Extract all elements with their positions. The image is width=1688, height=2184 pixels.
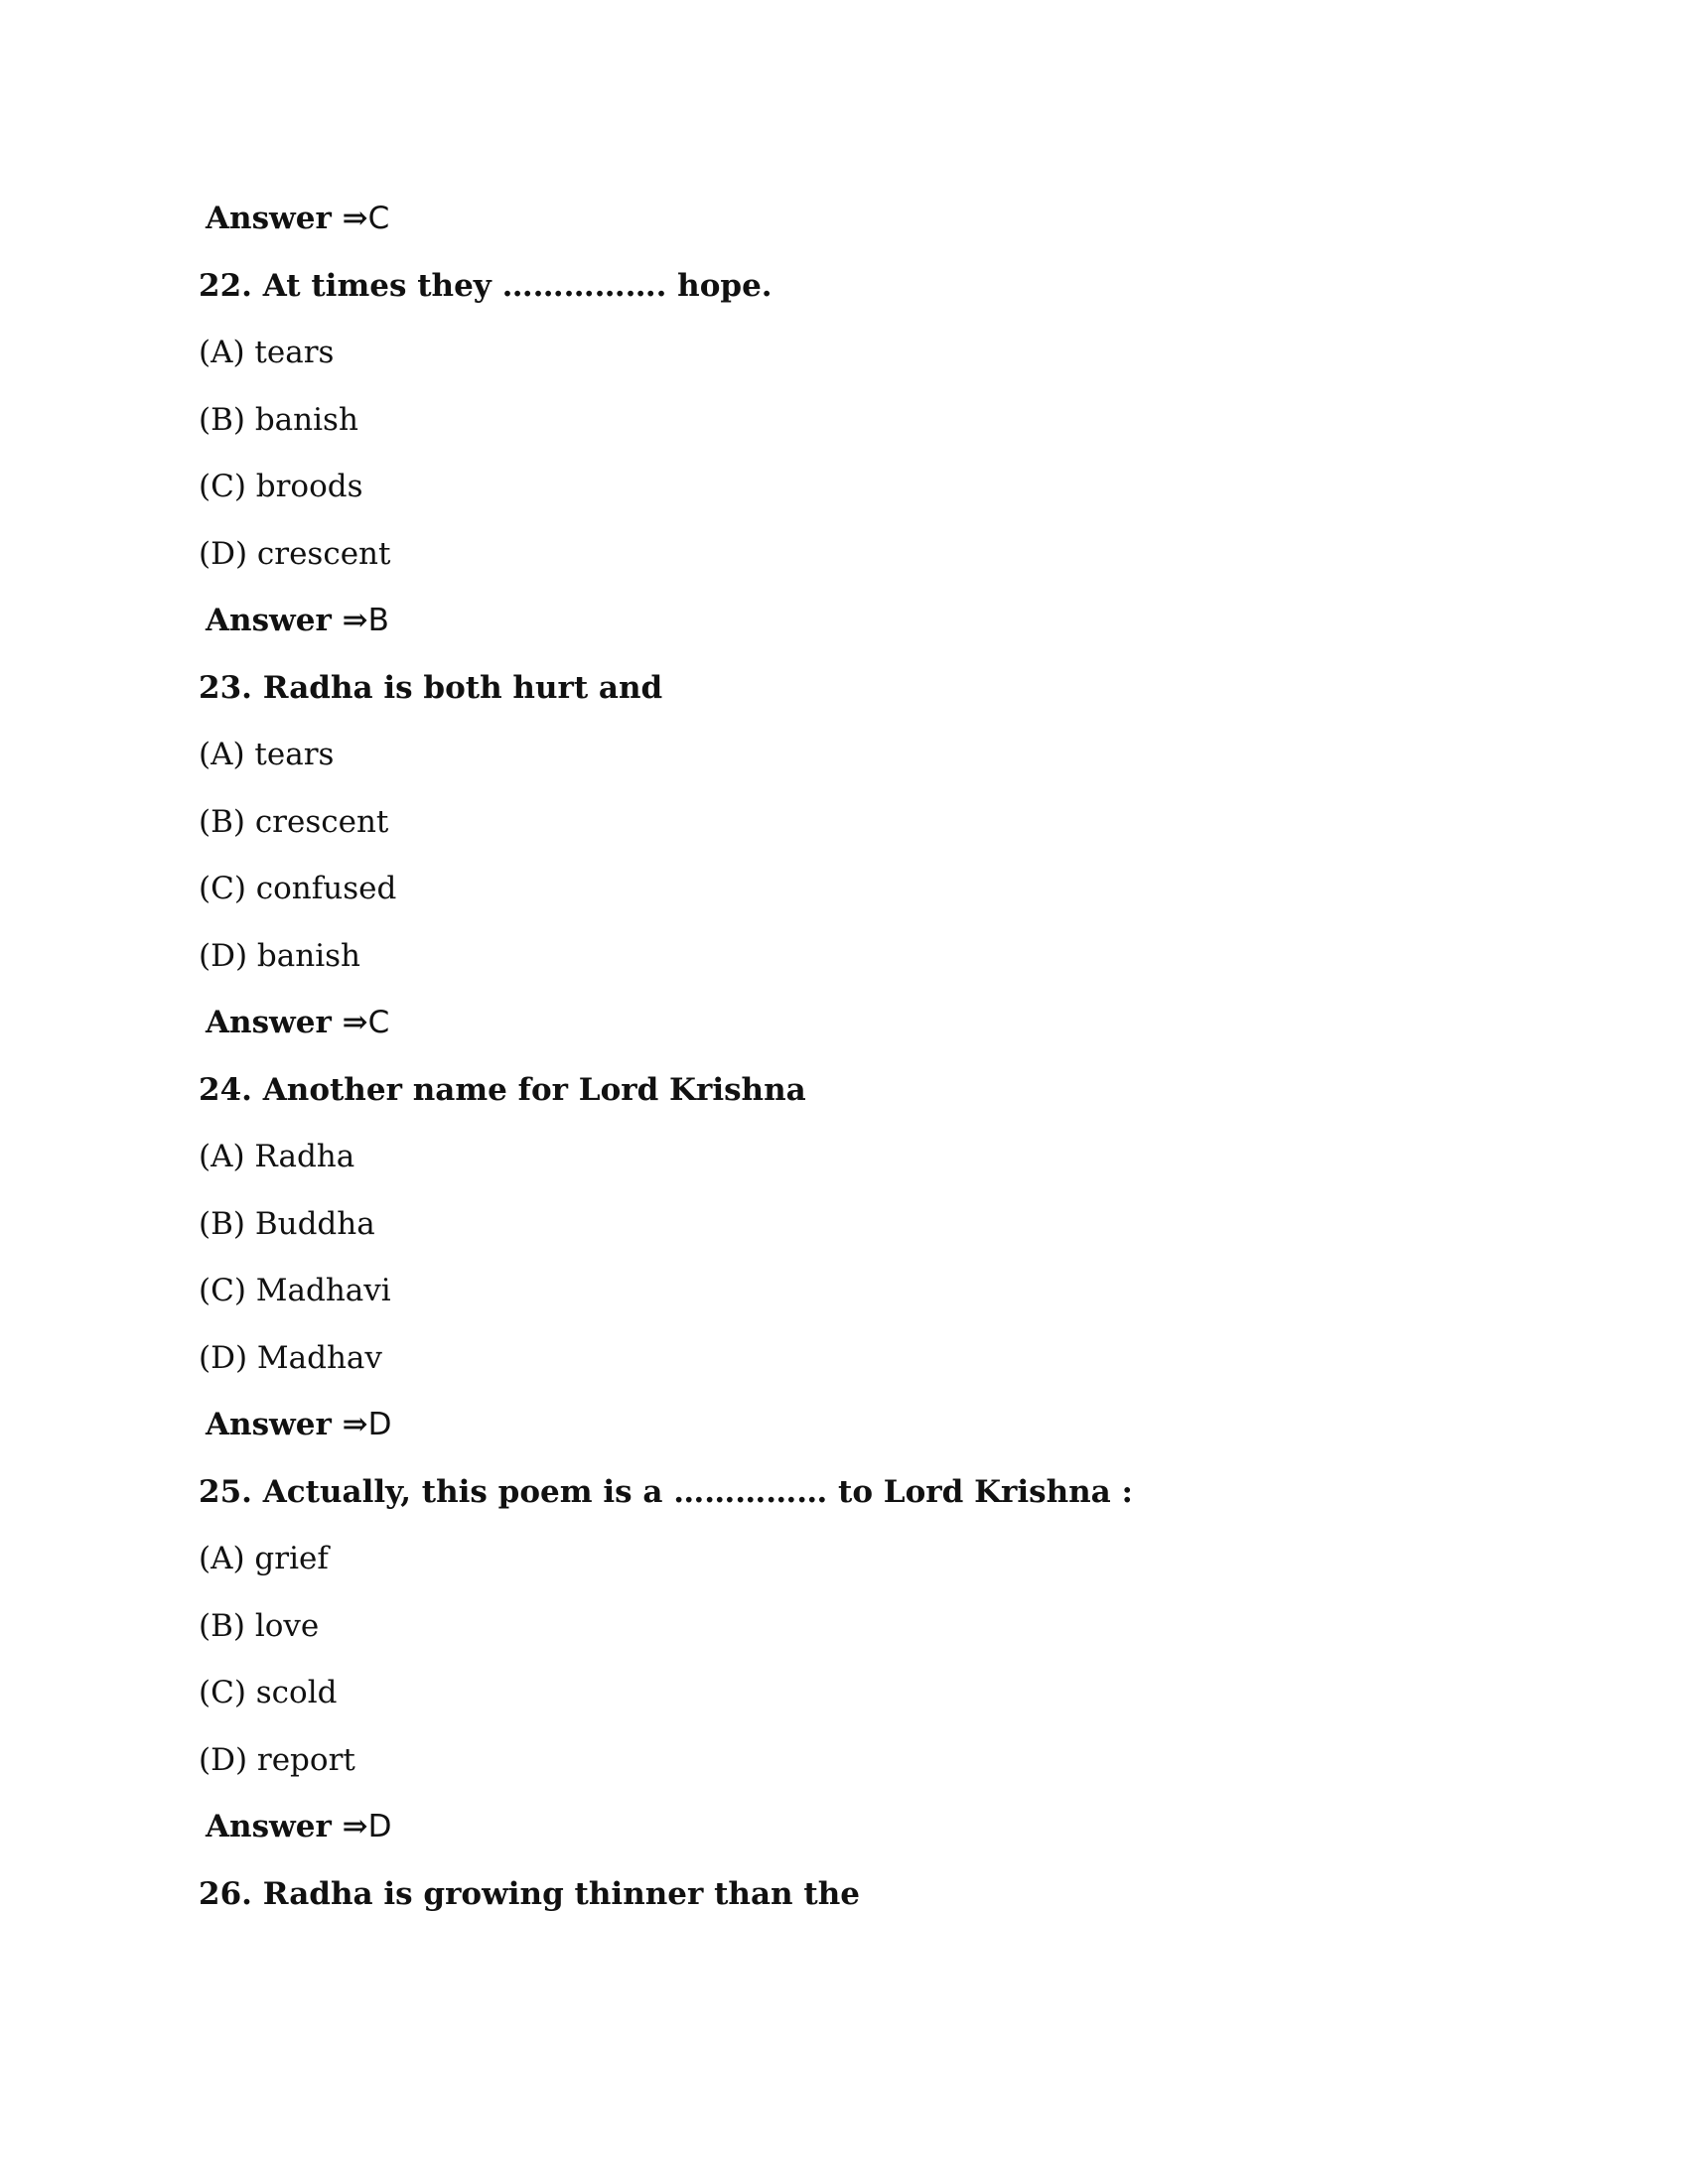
option-d: (D) Madhav [199, 1340, 382, 1376]
option-b: (B) love [199, 1608, 320, 1644]
arrow-icon: ⇒ [342, 603, 368, 638]
option-a: (A) Radha [199, 1139, 355, 1174]
option-b: (B) banish [199, 402, 358, 438]
answer-value: D [367, 1407, 392, 1442]
question-25: 25. Actually, this poem is a …………… to Lord Krishna : [199, 1474, 1133, 1510]
answer-value: C [367, 201, 390, 236]
option-c: (C) broods [199, 469, 363, 504]
answer-line [206, 601, 389, 640]
answer-value: D [367, 1809, 392, 1844]
answer-line [206, 1807, 391, 1846]
option-a: (A) tears [199, 335, 335, 370]
answer-line [206, 1405, 391, 1444]
question-22: 22. At times they ……………. hope. [199, 268, 773, 304]
option-d: (D) banish [199, 938, 360, 974]
option-a: (A) tears [199, 737, 335, 772]
option-b: (B) Buddha [199, 1206, 375, 1242]
option-c: (C) scold [199, 1675, 338, 1710]
arrow-icon: ⇒ [342, 201, 368, 236]
option-b: (B) crescent [199, 804, 389, 840]
arrow-icon: ⇒ [342, 1407, 368, 1442]
option-c: (C) confused [199, 871, 397, 906]
answer-label: Answer [206, 603, 343, 638]
question-24: 24. Another name for Lord Krishna [199, 1072, 806, 1108]
answer-line [206, 1003, 389, 1042]
arrow-icon: ⇒ [342, 1005, 368, 1040]
answer-label: Answer [206, 1407, 343, 1442]
answer-label: Answer [206, 1005, 343, 1040]
option-d: (D) report [199, 1742, 355, 1778]
question-23: 23. Radha is both hurt and [199, 670, 663, 706]
answer-label: Answer [206, 201, 343, 236]
arrow-icon: ⇒ [342, 1809, 368, 1844]
answer-value: B [367, 603, 389, 638]
question-26: 26. Radha is growing thinner than the [199, 1876, 860, 1912]
option-a: (A) grief [199, 1541, 329, 1576]
answer-label: Answer [206, 1809, 343, 1844]
option-d: (D) crescent [199, 536, 391, 572]
answer-value: C [367, 1005, 390, 1040]
option-c: (C) Madhavi [199, 1273, 391, 1308]
answer-line [206, 199, 389, 238]
